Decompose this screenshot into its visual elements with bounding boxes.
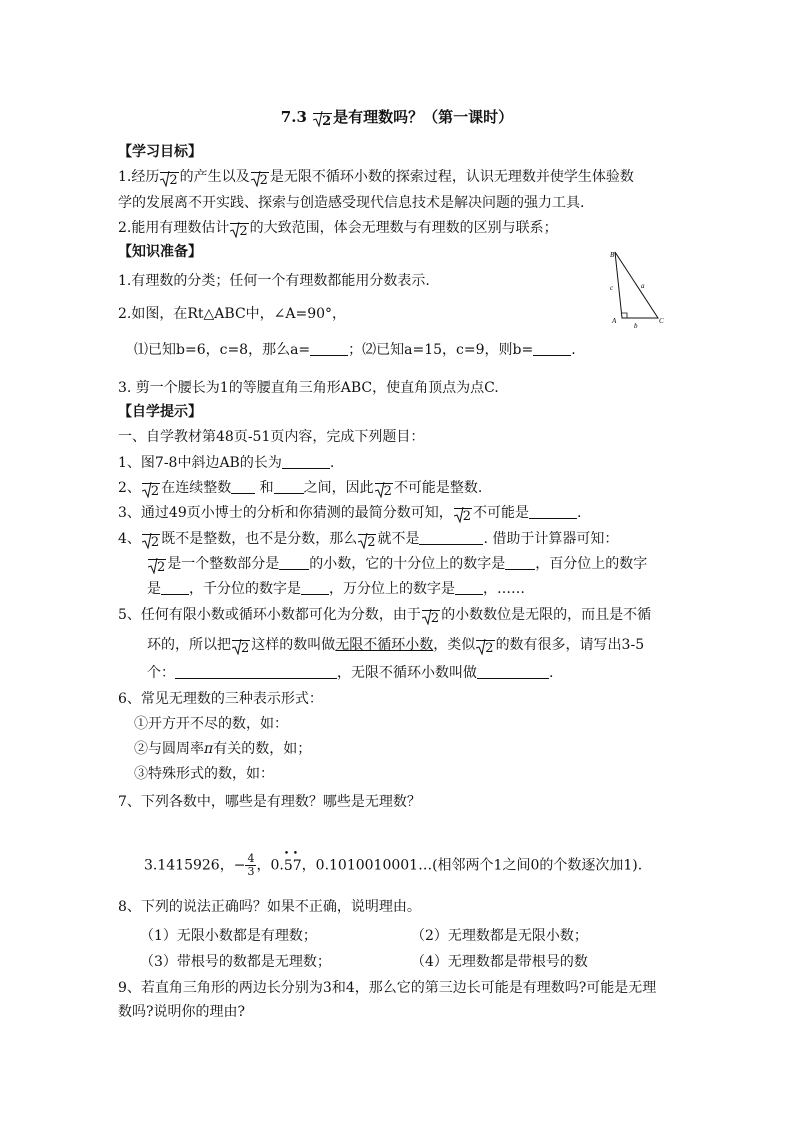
question-7: 7、下列各数中，哪些是有理数？哪些是无理数？ <box>118 794 421 810</box>
sqrt-symbol: 2 <box>230 222 248 238</box>
question-6a: ①开方开不尽的数，如： <box>134 716 288 732</box>
answer-blank[interactable] <box>282 455 330 469</box>
sqrt-symbol: 2 <box>232 639 250 655</box>
underlined-term: 无限不循环小数 <box>335 637 434 653</box>
question-1: 1、图7-8中斜边AB的长为 . <box>118 455 335 471</box>
sqrt-symbol: 2 <box>476 639 494 655</box>
answer-blank[interactable] <box>310 342 348 356</box>
answer-blank[interactable] <box>279 556 309 570</box>
answer-blank[interactable] <box>161 581 189 595</box>
question-7-numbers: 3.1415926，− $\frac{4}{3}$ ，0.• 5• 7，0.1010010001…(相邻两个1之间0的个数逐次加1). <box>144 853 642 878</box>
radicand: 2 <box>313 113 332 129</box>
vertex-A: A <box>612 317 617 325</box>
sqrt-symbol: 2 <box>160 171 178 187</box>
sqrt-symbol: 2 <box>422 609 440 625</box>
answer-blank[interactable] <box>231 480 255 494</box>
answer-blank[interactable] <box>477 665 549 679</box>
section-knowledge: 【知识准备】 <box>118 244 202 260</box>
sqrt-symbol: 2 <box>142 533 160 549</box>
question-8: 8、下列的说法正确吗？如果不正确，说明理由。 <box>118 899 421 915</box>
knowledge-1: 1.有理数的分类；任何一个有理数都能用分数表示. <box>118 273 430 289</box>
question-6b: ②与圆周率π有关的数，如； <box>134 741 312 757</box>
question-6: 6、常见无理数的三种表示形式： <box>118 691 323 707</box>
answer-blank[interactable] <box>301 581 329 595</box>
knowledge-3: 3. 剪一个腰长为1的等腰直角三角形ABC，使直角顶点为点C. <box>118 380 499 396</box>
answer-blank[interactable] <box>455 581 483 595</box>
answer-blank[interactable] <box>175 665 337 679</box>
question-5-line3: 个： ，无限不循环小数叫做 . <box>147 665 554 681</box>
title-prefix: 7.3 <box>280 108 313 126</box>
right-triangle-figure <box>600 248 670 328</box>
side-c: c <box>610 284 614 292</box>
question-5-line2: 环的，所以把 2 这样的数叫做无限不循环小数，类似 2 的数有很多，请写出3-5 <box>147 637 645 656</box>
question-9-line1: 9、若直角三角形的两边长分别为3和4，那么它的第三边长可能是有理数吗?可能是无理 <box>118 980 657 996</box>
answer-blank[interactable] <box>505 556 535 570</box>
title-suffix: 是有理数吗？（第一课时） <box>333 108 514 126</box>
sqrt-symbol: 2 <box>148 558 166 574</box>
sqrt-symbol: 2 <box>454 507 472 523</box>
section-selfstudy: 【自学提示】 <box>118 404 202 420</box>
sqrt-symbol: 2 <box>142 482 160 498</box>
knowledge-2: 2.如图，在Rt△ABC中，∠A=90°， <box>118 306 347 322</box>
objective-2: 2.能用有理数估计 2 的大致范围，体会无理数与有理数的区别与联系； <box>118 220 558 239</box>
vertex-C: C <box>659 317 664 325</box>
repeating-digit: • 7 <box>293 857 302 875</box>
question-4-line1: 4、 2 既不是整数，也不是分数，那么 2 就不是 . 借助于计算器可知： <box>118 531 619 550</box>
question-8-1: （1）无限小数都是有理数； <box>140 928 317 944</box>
question-8-3: （3）带根号的数都是无理数； <box>140 954 331 970</box>
selfstudy-intro: 一、自学教材第48页-51页内容，完成下列题目： <box>118 429 425 445</box>
vertex-B: B <box>610 251 615 259</box>
sqrt-symbol: 2 <box>358 533 376 549</box>
answer-blank[interactable] <box>533 342 571 356</box>
question-5-line1: 5、任何有限小数或循环小数都可化为分数，由于 2 的小数数位是无限的，而且是不循 <box>118 607 652 626</box>
sqrt-symbol: 2 <box>251 171 269 187</box>
page-title <box>0 106 794 127</box>
pi-symbol: π <box>204 741 214 757</box>
sqrt-symbol: 2 <box>375 482 393 498</box>
side-b: b <box>634 322 638 328</box>
fraction: $\frac{4}{3}$ <box>247 852 255 878</box>
question-3: 3、通过49页小博士的分析和你猜测的最简分数可知， 2 不可能是 . <box>118 505 582 524</box>
objective-1-line1: 1.经历 2 的产生以及 2 是无限不循环小数的探索过程，认识无理数并使学生体验数 <box>118 169 634 188</box>
answer-blank[interactable] <box>274 480 304 494</box>
question-4-line3: 是 ，千分位的数字是 ，万分位上的数字是 ，…… <box>147 581 525 597</box>
question-6c: ③特殊形式的数，如： <box>134 766 274 782</box>
objective-1-line2: 学的发展离不开实践、探索与创造感受现代信息技术是解决问题的强力工具. <box>118 195 585 211</box>
knowledge-2-sub: ⑴已知b=6，c=8，那么a= ；⑵已知a=15，c=9，则b= . <box>134 342 576 358</box>
question-9-line2: 数吗?说明你的理由? <box>118 1004 246 1020</box>
section-objectives: 【学习目标】 <box>118 144 202 160</box>
question-8-2: （2）无理数都是无限小数； <box>411 928 588 944</box>
answer-blank[interactable] <box>529 505 577 519</box>
question-2: 2、 2 在连续整数 和 之间，因此 2 不可能是整数. <box>118 480 483 499</box>
sqrt-symbol <box>313 111 332 127</box>
answer-blank[interactable] <box>419 531 483 545</box>
side-a: a <box>641 282 645 290</box>
question-4-line2: 2 是一个整数部分是 的小数，它的十分位上的数字是 ，百分位上的数字 <box>147 555 647 574</box>
repeating-digit: • 5 <box>284 857 293 875</box>
question-8-4: （4）无理数都是带根号的数 <box>411 954 588 970</box>
